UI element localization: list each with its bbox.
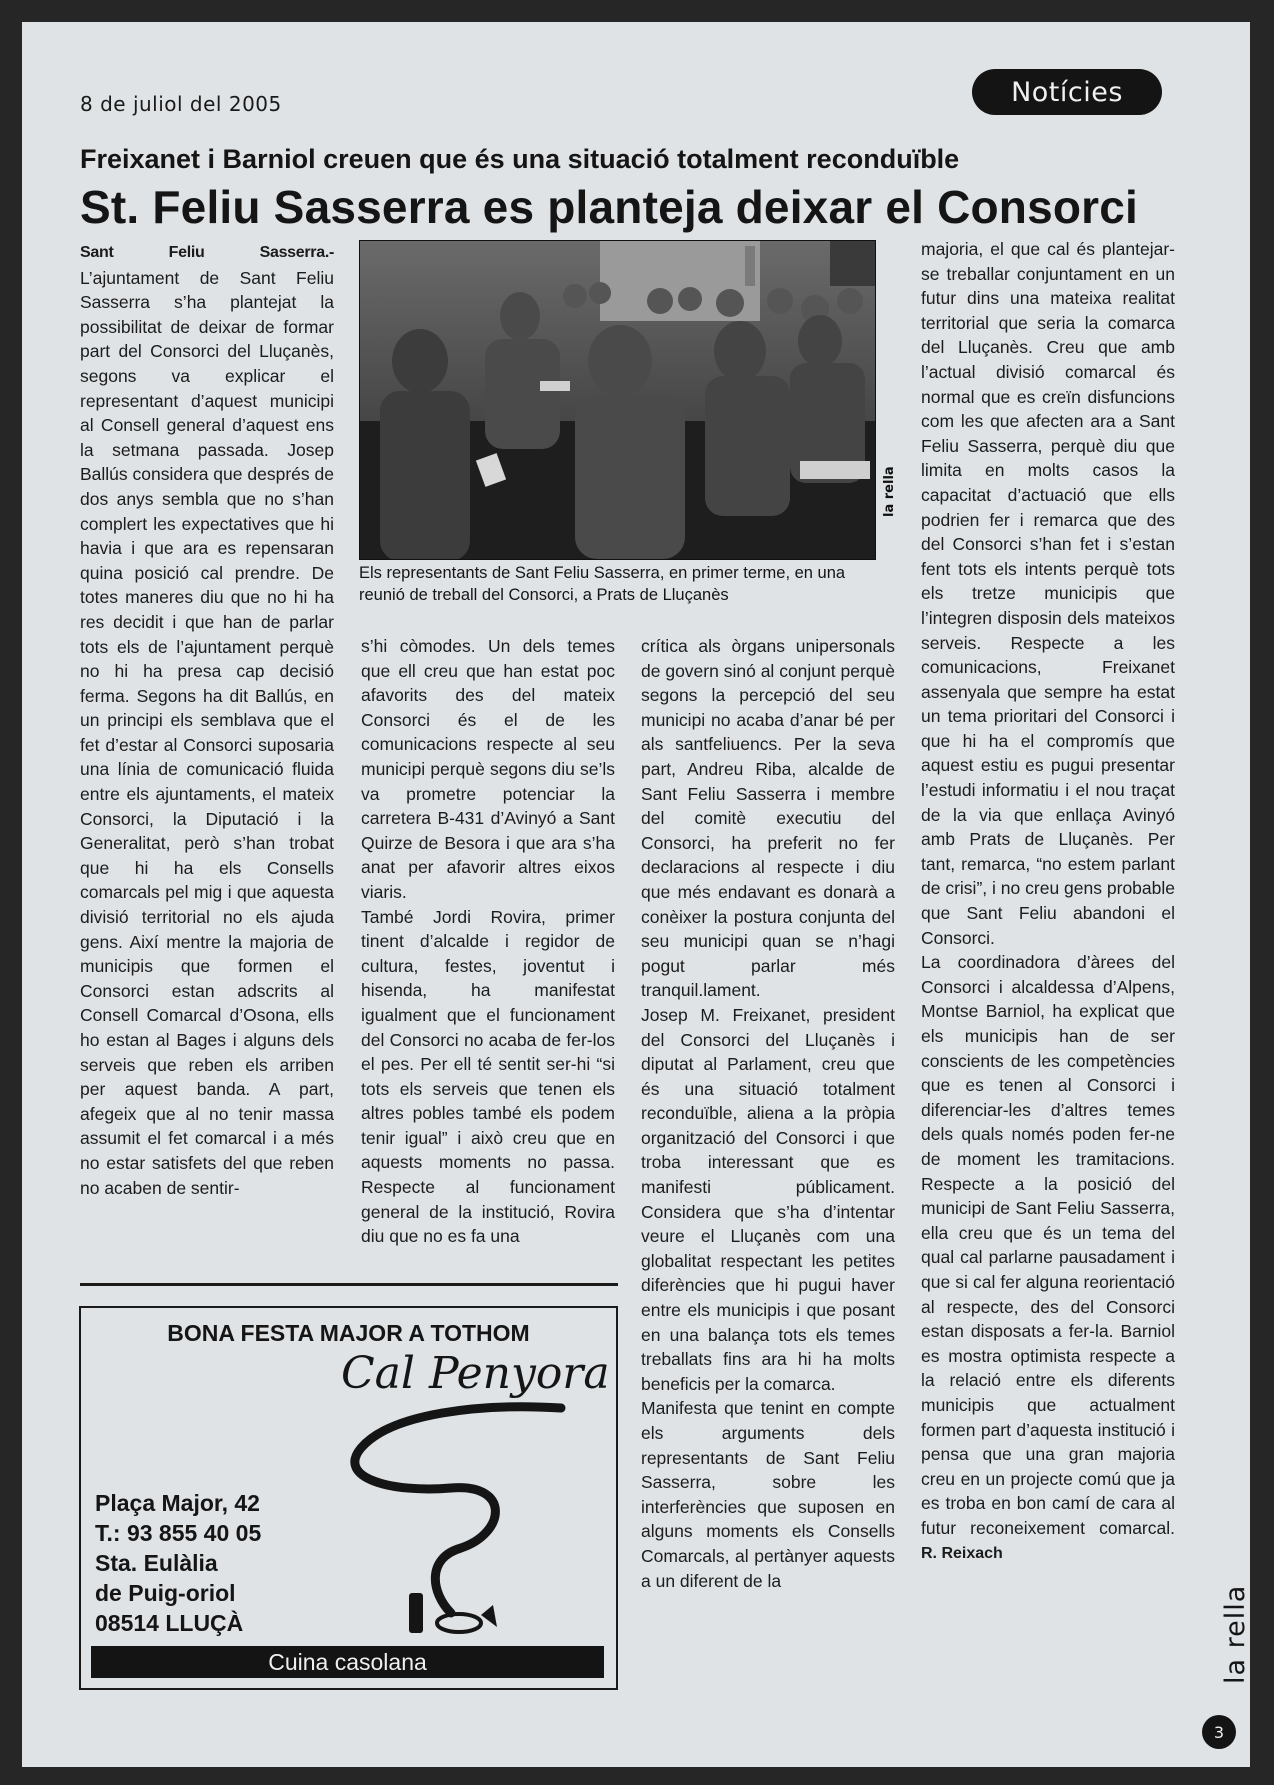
article-column-1 [80,239,334,1289]
issue-date: 8 de juliol del 2005 [80,92,282,116]
column-2-paragraph: També Jordi Rovira, primer tinent d’alcalde i regidor de cultura, festes, joventut i hisenda, ha manifestat igualment que el funcionament del Consorci no acaba de fer-los el pes. Per ell té sentit ser-hi “si tots els serveis que tenen els altres pobles també els podem tenir igual” i això creu que en aquests moments no passa. Respecte al funcionament general de la institució, Rovira diu que no es fa una [361,906,615,1247]
photo-credit: la rella [882,466,897,517]
article-byline: R. Reixach [921,1545,1003,1563]
column-1-text: L’ajuntament de Sant Feliu Sasserra s’ha plantejat la possibilitat de deixar de formar part del Consorci del Lluçanès, segons va explicar el representant d’aquest municipi al Consell general d’aquest ens la setmana passada. Josep Ballús considera que després de dos anys sembla que no s’han complert les expectatives que hi havia i que ara es repensaran quina posició cal prendre. De totes maneres diu que no hi ha res decidit i que han de parlar tots els de l’ajuntament perquè no hi ha presa cap decisió ferma. Segons ha dit Ballús, en un principi els semblava que el fet d’estar al Consorci suposaria una línia de comunicació fluida entre els ajuntaments, el mateix Consorci, la Diputació i la Generalitat, però s’han trobat que hi ha els Consells comarcals pel mig i que aquesta divisió territorial no els ajuda gens. Així mentre la majoria de municipis que formen el Consorci estan adscrits al Consell Comarcal d’Osona, ells ho estan al Bages i alguns dels serveis que reben els arriben per aquest banda. A part, afegeix que al no tenir massa assumit el fet comarcal i a més no estar satisfets del que reben no acaben de sentir- [80,267,334,1198]
article-column-4 [921,237,1175,1677]
meeting-photo [359,240,876,560]
column-3-paragraph: Manifesta que tenint en compte els arguments dels representants de Sant Feliu Sasserra, sobre les interferències que suposen en alguns moments els Consells Comarcals, al pertànyer aquests a un diferent de la [641,1398,895,1591]
ad-address-line: de Puig-oriol [95,1580,236,1606]
column-3-paragraph: crítica als òrgans unipersonals de govern sinó al conjunt perquè segons la percepció del seu municipi no acaba d’anar bé per als santfeliuencs. Per la seva part, Andreu Riba, alcalde de Sant Feliu Sasserra i membre del comitè executiu del Consorci, ha preferit no fer declaracions al respecte i diu que més endavant es donarà a conèixer la postura conjunta del seu municipi quan se n’hagi pogut parlar més tranquil.lament. [641,636,895,1001]
article-headline: St. Feliu Sasserra es planteja deixar el Consorci [80,181,1139,233]
newspaper-page [22,22,1250,1767]
ad-address-line: 08514 LLUÇÀ [95,1610,244,1636]
photo-caption: Els representants de Sant Feliu Sasserra, en primer terme, en una reunió de treball del Consorci, a Prats de Lluçanès [359,564,846,604]
column-2-paragraph: s’hi còmodes. Un dels temes que ell creu que han estat poc afavorits des del mateix Consorci és el de les comunicacions respecte al seu municipi perquè segons diu se’ls va prometre potenciar la carretera B-431 d’Avinyó a Sant Quirze de Besora i que ara s’ha anat per afavorir altres eixos viaris. [361,636,615,902]
lead-place: Sant Feliu Sasserra.- [80,244,334,261]
article-column-2 [361,634,615,1294]
section-label: Notícies [972,69,1162,115]
article-subheadline: Freixanet i Barniol creuen que és una situació totalment reconduïble [80,144,960,174]
advertisement [79,1306,618,1690]
ad-title: BONA FESTA MAJOR A TOTHOM [167,1320,530,1346]
column-4-paragraph: majoria, el que cal és plantejar-se treballar conjuntament en un futur dins una mateixa realitat territorial que seria la comarca del Lluçanès. Creu que amb l’actual divisió comarcal és normal que es creïn disfuncions com les que afecten ara a Sant Feliu Sasserra, perquè diu que limita en molts casos la capacitat d’actuació que ells podrien fer i remarca que des del Consorci s’han fet i s’estan fent tots els intents perquè tots els tretze municipis que l’integren disposin dels mateixos serveis. Respecte a les comunicacions, Freixanet assenyala que sempre ha estat un tema prioritari del Consorci i que hi ha el compromís que aquest estiu es pugui presentar l’estudi informatiu i el nou traçat de la via que enllaça Avinyó amb Prats de Lluçanès. Per tant, remarca, “no estem parlant de crisi”, i no creu gens probable que Sant Feliu abandoni el Consorci. [921,239,1175,948]
ad-phone: T.: 93 855 40 05 [95,1520,262,1546]
divider-rule [80,1283,618,1286]
decorative-swirl-icon [331,1393,571,1643]
ad-banner: Cuina casolana [91,1646,604,1678]
ad-address-line: Plaça Major, 42 [95,1490,260,1516]
column-4-paragraph: La coordinadora d’àrees del Consorci i alcaldessa d’Alpens, Montse Barniol, ha explicat que els municipis han de ser conscients de les competències que es tenen al Consorci i diferenciar-les d’altres temes dels quals només poden fer-ne de moment les tramitacions. Respecte a la posició del municipi de Sant Feliu Sasserra, ella creu que és un tema del qual cal parlarne pausadament i que si cal fer alguna reorientació al respecte, des del Consorci estan disposats a fer-la. Barniol es mostra optimista respecte a la relació entre els diferents municipis que actualment formen part d’aquesta institució i pensa que una gran majoria creu en un projecte comú que ja es troba en bon camí de cara al futur reconeixement comarcal. [921,952,1175,1538]
column-3-paragraph: Josep M. Freixanet, president del Consorci del Lluçanès i diputat al Parlament, creu que és una situació totalment reconduïble, aliena a la pròpia organització del Consorci i que troba interessant que es manifesti públicament. Considera que s’ha d’intentar veure el Lluçanès com una globalitat respectant les petites diferències que hi pugui haver entre els municipis i que posant en una balança tots els temes treballats fins ara hi ha molts beneficis per la comarca. [641,1004,895,1394]
ad-address-line: Sta. Eulàlia [95,1550,218,1576]
publication-name: la rella [1220,1584,1251,1684]
ad-brand-logo: Cal Penyora [341,1348,610,1399]
page-number: 3 [1202,1715,1236,1749]
meeting-photo-image [360,241,875,559]
article-column-3 [641,634,895,1674]
ad-address [95,1488,261,1638]
